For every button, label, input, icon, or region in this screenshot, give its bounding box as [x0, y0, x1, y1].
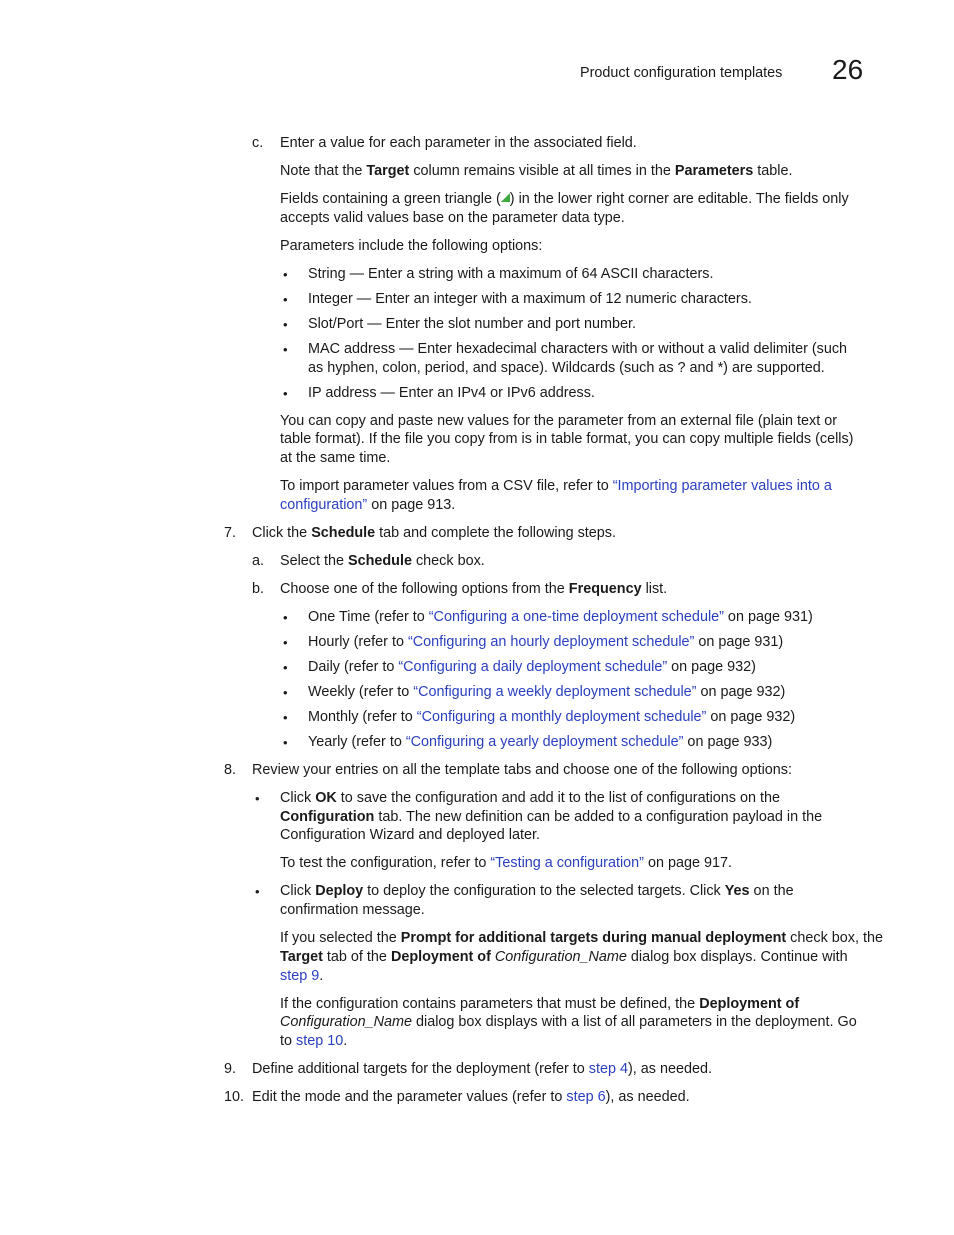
- contains-paragraph-line-3: to step 10.: [280, 1033, 348, 1049]
- copy-paragraph-line-2: table format). If the file you copy from is in table format, you can copy multiple fields (cells): [280, 431, 854, 447]
- weekly-schedule-link[interactable]: “Configuring a weekly deployment schedule”: [413, 684, 697, 700]
- deploy-option-line-2: confirmation message.: [280, 902, 425, 918]
- parameters-intro: Parameters include the following options:: [280, 238, 543, 254]
- yearly-schedule-link[interactable]: “Configuring a yearly deployment schedule”: [405, 734, 684, 750]
- ok-option-line-1: Click OK to save the configuration and add it to the list of configurations on the: [280, 790, 780, 806]
- ok-option-line-3: Configuration Wizard and deployed later.: [280, 827, 540, 843]
- option-string: String — Enter a string with a maximum of 64 ASCII characters.: [308, 266, 714, 282]
- bullet-icon: •: [255, 791, 260, 806]
- bullet-icon: •: [255, 884, 260, 899]
- test-paragraph: To test the configuration, refer to “Testing a configuration” on page 917.: [280, 855, 733, 871]
- step-4-link[interactable]: step 4: [588, 1061, 628, 1077]
- bullet-icon: •: [283, 317, 288, 332]
- bullet-icon: •: [283, 610, 288, 625]
- monthly-schedule-link[interactable]: “Configuring a monthly deployment schedule”: [416, 709, 707, 725]
- prompt-paragraph-line-1: If you selected the Prompt for additional targets during manual deployment check box, the: [280, 930, 883, 946]
- copy-paragraph-line-1: You can copy and paste new values for the parameter from an external file (plain text or: [280, 413, 838, 429]
- green-triangle-icon: [501, 193, 510, 202]
- import-link-continued[interactable]: configuration”: [280, 497, 368, 513]
- fields-paragraph-line-2: accepts valid values base on the parameter data type.: [280, 210, 625, 226]
- contains-paragraph-line-1: If the configuration contains parameters that must be defined, the Deployment of: [280, 996, 800, 1012]
- frequency-monthly: Monthly (refer to “Configuring a monthly deployment schedule” on page 932): [308, 709, 796, 725]
- daily-schedule-link[interactable]: “Configuring a daily deployment schedule”: [398, 659, 668, 675]
- hourly-schedule-link[interactable]: “Configuring an hourly deployment schedule”: [407, 634, 695, 650]
- step-c-text: Enter a value for each parameter in the associated field.: [280, 135, 637, 151]
- deploy-option-line-1: Click Deploy to deploy the configuration to the selected targets. Click Yes on the: [280, 883, 794, 899]
- bullet-icon: •: [283, 710, 288, 725]
- step-10-text: Edit the mode and the parameter values (refer to step 6), as needed.: [252, 1089, 690, 1105]
- bullet-icon: •: [283, 292, 288, 307]
- step-b-marker: b.: [252, 581, 265, 597]
- frequency-yearly: Yearly (refer to “Configuring a yearly deployment schedule” on page 933): [308, 734, 773, 750]
- ok-option-line-2: Configuration tab. The new definition can be added to a configuration payload in the: [280, 809, 823, 825]
- testing-configuration-link[interactable]: “Testing a configuration”: [490, 855, 644, 871]
- frequency-one-time: One Time (refer to “Configuring a one-time deployment schedule” on page 931): [308, 609, 813, 625]
- frequency-weekly: Weekly (refer to “Configuring a weekly deployment schedule” on page 932): [308, 684, 786, 700]
- step-9-marker: 9.: [224, 1061, 237, 1077]
- option-slot-port: Slot/Port — Enter the slot number and port number.: [308, 316, 636, 332]
- bullet-icon: •: [283, 685, 288, 700]
- step-6-link[interactable]: step 6: [566, 1089, 606, 1105]
- step-9-text: Define additional targets for the deployment (refer to step 4), as needed.: [252, 1061, 712, 1077]
- option-mac-line-1: MAC address — Enter hexadecimal characters with or without a valid delimiter (such: [308, 341, 848, 357]
- note-paragraph: Note that the Target column remains visible at all times in the Parameters table.: [280, 163, 793, 179]
- step-a-text: Select the Schedule check box.: [280, 553, 485, 569]
- fields-paragraph-line-1: Fields containing a green triangle ( ) in the lower right corner are editable. The fields only: [280, 191, 849, 207]
- step-c-marker: c.: [252, 135, 264, 151]
- bullet-icon: •: [283, 735, 288, 750]
- copy-paragraph-line-3: at the same time.: [280, 450, 391, 466]
- bullet-icon: •: [283, 660, 288, 675]
- step-8-text: Review your entries on all the template tabs and choose one of the following options:: [252, 762, 792, 778]
- bullet-icon: •: [283, 386, 288, 401]
- bullet-icon: •: [283, 267, 288, 282]
- frequency-hourly: Hourly (refer to “Configuring an hourly deployment schedule” on page 931): [308, 634, 784, 650]
- step-a-marker: a.: [252, 553, 265, 569]
- chapter-number: 26: [832, 54, 864, 85]
- import-paragraph-line-2: configuration” on page 913.: [280, 497, 456, 513]
- step-7-marker: 7.: [224, 525, 237, 541]
- import-paragraph-line-1: To import parameter values from a CSV file, refer to “Importing parameter values into a: [280, 478, 832, 494]
- prompt-paragraph-line-2: Target tab of the Deployment of Configuration_Name dialog box displays. Continue with: [280, 949, 848, 965]
- option-ip-address: IP address — Enter an IPv4 or IPv6 address.: [308, 385, 595, 401]
- bullet-icon: •: [283, 342, 288, 357]
- step-8-marker: 8.: [224, 762, 237, 778]
- frequency-daily: Daily (refer to “Configuring a daily deployment schedule” on page 932): [308, 659, 756, 675]
- step-10-link[interactable]: step 10: [296, 1033, 344, 1049]
- contains-paragraph-line-2: Configuration_Name dialog box displays with a list of all parameters in the deployment. Go: [280, 1014, 857, 1030]
- prompt-paragraph-line-3: step 9.: [280, 968, 324, 984]
- option-integer: Integer — Enter an integer with a maximum of 12 numeric characters.: [308, 291, 752, 307]
- step-7-text: Click the Schedule tab and complete the following steps.: [252, 525, 616, 541]
- step-9-link[interactable]: step 9: [280, 968, 320, 984]
- option-mac-line-2: as hyphen, colon, period, and space). Wildcards (such as ? and *) are supported.: [308, 360, 825, 376]
- running-header-title: Product configuration templates: [580, 65, 783, 81]
- import-link[interactable]: “Importing parameter values into a: [612, 478, 832, 494]
- step-b-text: Choose one of the following options from the Frequency list.: [280, 581, 668, 597]
- bullet-icon: •: [283, 635, 288, 650]
- step-10-marker: 10.: [224, 1089, 245, 1105]
- one-time-schedule-link[interactable]: “Configuring a one-time deployment schedule”: [428, 609, 724, 625]
